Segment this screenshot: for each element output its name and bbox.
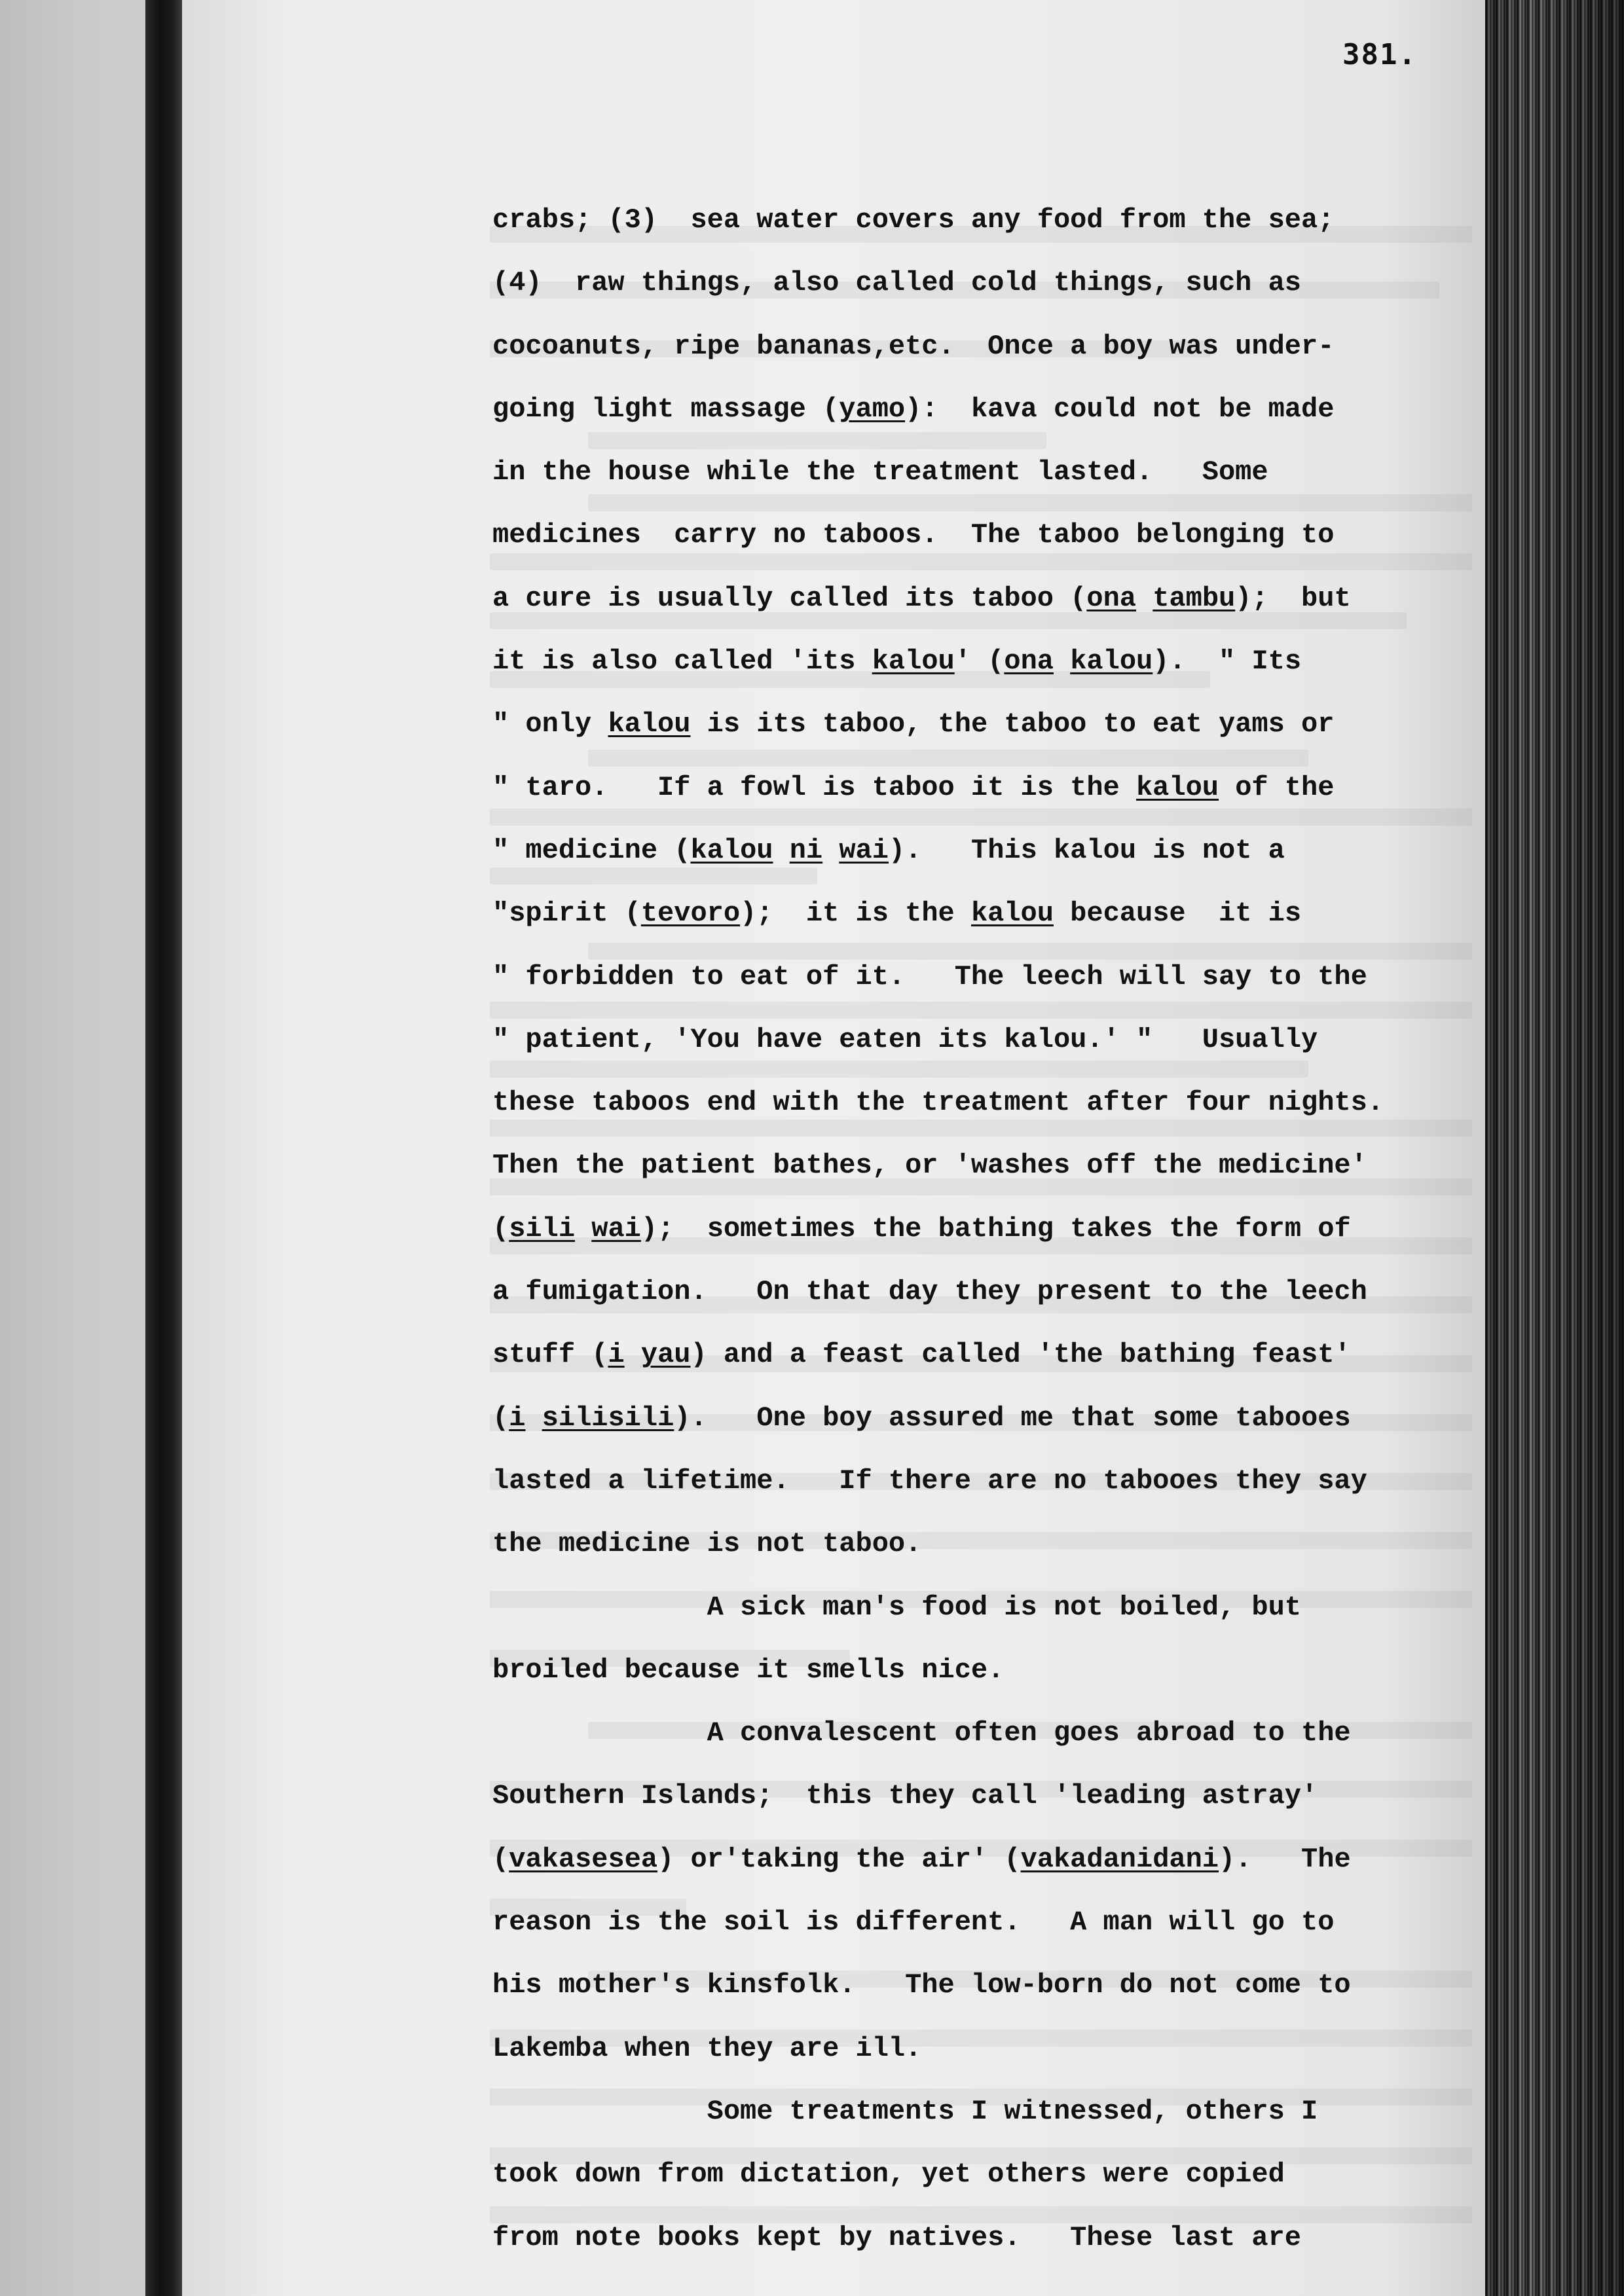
- underlined-term: kalou: [608, 708, 691, 740]
- text-segment: " forbidden to eat of it. The leech will say to the: [492, 960, 1367, 993]
- text-segment: of the: [1219, 771, 1335, 803]
- underlined-term: vakadanidani: [1020, 1843, 1219, 1875]
- text-segment: (: [492, 1212, 509, 1245]
- text-segment: because it is: [1053, 898, 1302, 930]
- text-line: [492, 2206, 1488, 2269]
- text-segment: ); sometimes the bathing takes the form of: [640, 1212, 1351, 1245]
- text-line: [492, 1387, 1488, 1449]
- text-line: [492, 1954, 1488, 2016]
- text-line: [492, 882, 1488, 945]
- underlined-term: yau: [640, 1339, 691, 1371]
- text-line: [492, 819, 1488, 882]
- text-segment: it is also called 'its: [492, 646, 872, 678]
- underlined-term: kalou: [1070, 646, 1153, 678]
- underlined-term: i: [509, 1402, 526, 1434]
- text-segment: ). One boy assured me that some tabooes: [674, 1402, 1351, 1434]
- text-segment: (: [492, 1843, 509, 1875]
- text-segment: "spirit (: [492, 898, 641, 930]
- binding-shadow: [145, 0, 182, 2296]
- underlined-term: sili: [509, 1212, 576, 1245]
- text-line: [492, 1828, 1488, 1891]
- typescript-body: [492, 189, 1488, 2269]
- text-segment: Lakemba when they are ill.: [492, 2032, 922, 2064]
- text-line: [492, 315, 1488, 378]
- text-segment: [1136, 583, 1153, 614]
- text-segment: " only: [492, 708, 608, 740]
- text-segment: ). The: [1219, 1843, 1351, 1875]
- text-segment: ). " Its: [1153, 646, 1302, 678]
- text-segment: from note books kept by natives. These last are: [492, 2221, 1302, 2253]
- text-line: [492, 378, 1488, 441]
- text-segment: took down from dictation, yet others were copied: [492, 2159, 1285, 2191]
- text-segment: is its taboo, the taboo to eat yams or: [690, 708, 1335, 740]
- text-segment: [625, 1339, 641, 1370]
- text-line: [492, 189, 1488, 251]
- text-segment: reason is the soil is different. A man will go to: [492, 1906, 1335, 1939]
- text-line: [492, 1512, 1488, 1575]
- page-number: 381.: [1342, 38, 1417, 71]
- text-segment: " taro. If a fowl is taboo it is the: [492, 771, 1136, 803]
- text-segment: [1054, 646, 1070, 677]
- underlined-term: ni: [789, 834, 823, 866]
- underlined-term: tevoro: [640, 898, 741, 930]
- text-segment: [525, 1402, 542, 1434]
- text-line: [492, 567, 1488, 630]
- text-segment: ). This kalou is not a: [888, 834, 1285, 866]
- underlined-term: i: [608, 1339, 625, 1371]
- text-segment: A convalescent often goes abroad to the: [492, 1717, 1351, 1749]
- text-segment: ); it is the: [740, 898, 971, 930]
- underlined-term: ona: [1086, 582, 1136, 614]
- text-segment: Southern Islands; this they call 'leading astray': [492, 1780, 1318, 1812]
- underlined-term: kalou: [1135, 771, 1219, 803]
- text-segment: Some treatments I witnessed, others I: [492, 2095, 1318, 2127]
- text-line: [492, 1323, 1488, 1386]
- text-segment: cocoanuts, ripe bananas,etc. Once a boy was under-: [492, 330, 1335, 362]
- text-line: [492, 441, 1488, 503]
- text-line: [492, 945, 1488, 1008]
- underlined-term: yamo: [839, 393, 906, 425]
- underlined-term: ona: [1004, 646, 1054, 678]
- text-segment: broiled because it smells nice.: [492, 1654, 1005, 1686]
- text-segment: in the house while the treatment lasted. Some: [492, 456, 1268, 488]
- text-line: [492, 1576, 1488, 1639]
- text-segment: his mother's kinsfolk. The low-born do not come to: [492, 1969, 1351, 2001]
- text-line: [492, 1702, 1488, 1764]
- text-line: [492, 630, 1488, 693]
- text-segment: (: [492, 1402, 509, 1434]
- text-segment: crabs; (3) sea water covers any food from the sea;: [492, 204, 1335, 236]
- text-line: [492, 756, 1488, 819]
- text-segment: (4) raw things, also called cold things, such as: [492, 267, 1302, 299]
- underlined-term: kalou: [690, 834, 773, 866]
- text-segment: " medicine (: [492, 834, 691, 866]
- underlined-term: kalou: [970, 898, 1054, 930]
- text-line: [492, 503, 1488, 566]
- text-line: [492, 1639, 1488, 1702]
- text-line: [492, 2017, 1488, 2080]
- text-segment: A sick man's food is not boiled, but: [492, 1591, 1302, 1623]
- underlined-term: vakasesea: [509, 1843, 658, 1875]
- text-segment: stuff (: [492, 1339, 608, 1371]
- text-line: [492, 251, 1488, 314]
- text-line: [492, 1008, 1488, 1071]
- text-segment: medicines carry no taboos. The taboo belonging to: [492, 519, 1335, 551]
- text-segment: ) or'taking the air' (: [657, 1843, 1021, 1875]
- underlined-term: wai: [839, 834, 889, 866]
- text-line: [492, 1764, 1488, 1827]
- text-segment: the medicine is not taboo.: [492, 1528, 922, 1560]
- text-line: [492, 1071, 1488, 1134]
- underlined-term: kalou: [872, 646, 955, 678]
- text-segment: [773, 835, 789, 866]
- text-segment: a cure is usually called its taboo (: [492, 582, 1087, 614]
- text-segment: ) and a feast called 'the bathing feast': [690, 1339, 1351, 1371]
- text-segment: ): kava could not be made: [905, 393, 1335, 425]
- text-line: [492, 1197, 1488, 1260]
- text-line: [492, 1891, 1488, 1954]
- text-line: [492, 2080, 1488, 2143]
- text-line: [492, 693, 1488, 756]
- text-segment: a fumigation. On that day they present to the leech: [492, 1276, 1367, 1308]
- text-segment: [822, 835, 839, 866]
- text-segment: " patient, 'You have eaten its kalou.' " Usually: [492, 1023, 1318, 1055]
- text-segment: ); but: [1235, 582, 1351, 614]
- text-segment: lasted a lifetime. If there are no tabooes they say: [492, 1465, 1367, 1497]
- page-edges: [1485, 0, 1624, 2296]
- underlined-term: wai: [591, 1212, 641, 1245]
- text-line: [492, 1449, 1488, 1512]
- underlined-term: tambu: [1153, 582, 1236, 614]
- underlined-term: silisili: [542, 1402, 674, 1434]
- text-segment: going light massage (: [492, 393, 840, 425]
- text-segment: these taboos end with the treatment after four nights.: [492, 1087, 1384, 1119]
- text-segment: ' (: [954, 646, 1005, 678]
- text-line: [492, 2143, 1488, 2206]
- text-segment: Then the patient bathes, or 'washes off the medicine': [492, 1150, 1367, 1182]
- text-line: [492, 1260, 1488, 1323]
- text-segment: [575, 1213, 591, 1245]
- text-line: [492, 1134, 1488, 1197]
